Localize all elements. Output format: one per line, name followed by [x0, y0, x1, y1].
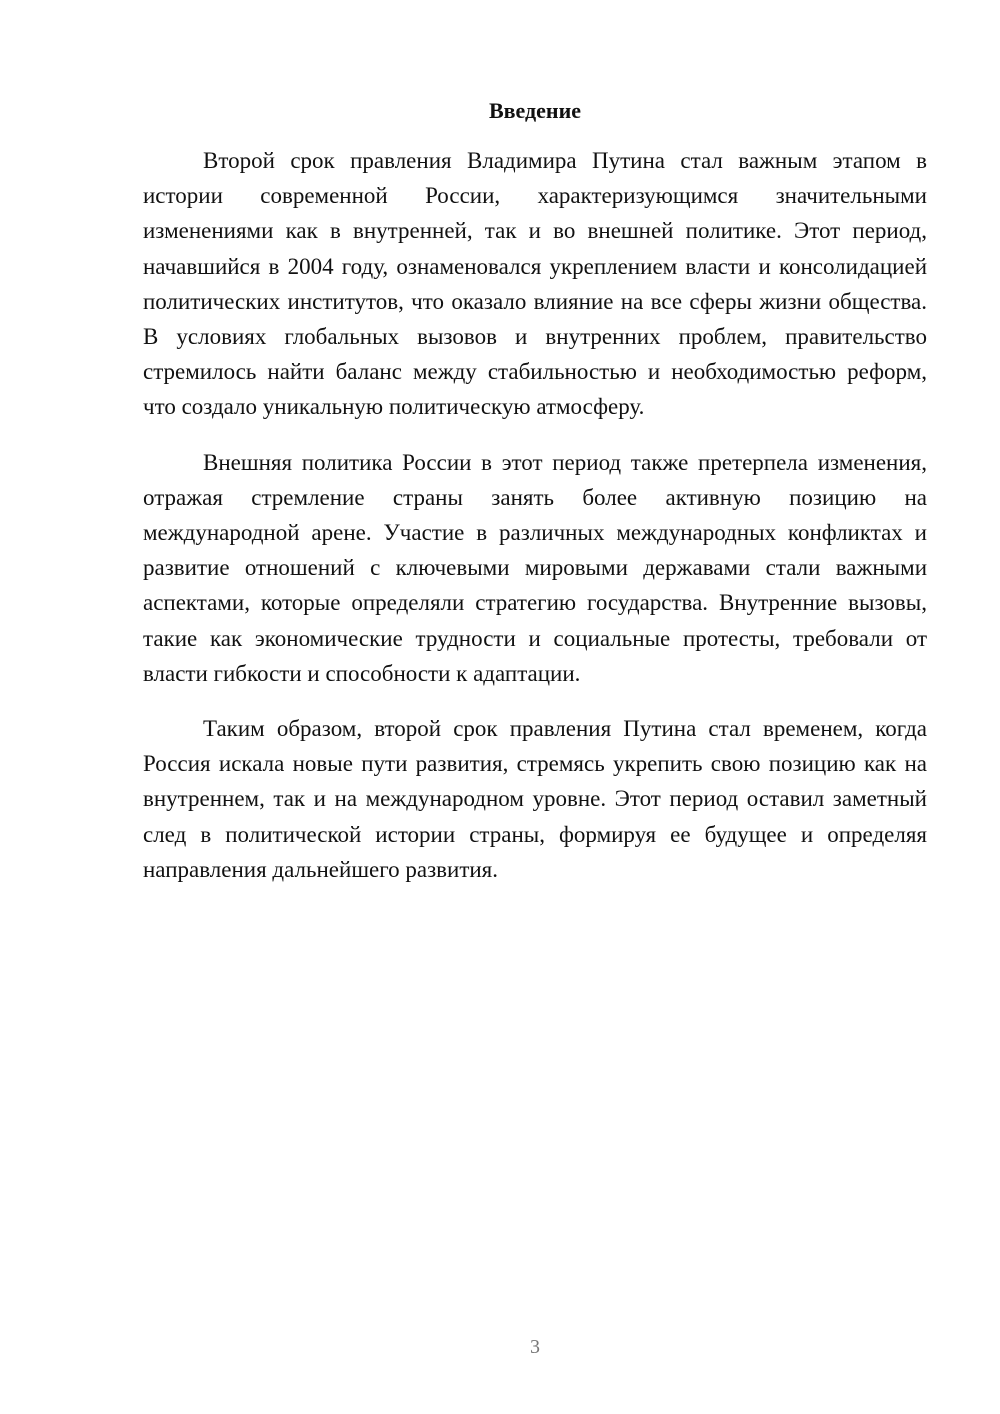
body-text [143, 143, 927, 907]
paragraph-2: Внешняя политика России в этот период также претерпела изменения, отражая стремление страны занять более активную позицию на международной арене. Участие в различных международных конфликтах и развитие отношений с ключевыми мировыми державами стали важными аспектами, которые определяли стратегию государства. Внутренние вызовы, такие как экономические трудности и социальные протесты, требовали от власти гибкости и способности к адаптации. [143, 449, 927, 686]
section-title: Введение [488, 98, 582, 123]
paragraph-1: Второй срок правления Владимира Путина стал важным этапом в истории современной России, характеризующимся значительными изменениями как в внутренней, так и во внешней политике. Этот период, начавшийся в 2004 году, ознаменовался укреплением власти и консолидацией политических институтов, что оказало влияние на все сферы жизни общества. В условиях глобальных вызовов и внутренних проблем, правительство стремилось найти баланс между стабильностью и необходимостью реформ, что создало уникальную политическую атмосферу. [143, 148, 927, 420]
page-number: 3 [530, 1336, 540, 1358]
paragraph-3: Таким образом, второй срок правления Путина стал временем, когда Россия искала новые пути развития, стремясь укрепить свою позицию как на внутреннем, так и на международном уровне. Этот период оставил заметный след в политической истории страны, формируя ее будущее и определяя направления дальнейшего развития. [143, 716, 927, 882]
